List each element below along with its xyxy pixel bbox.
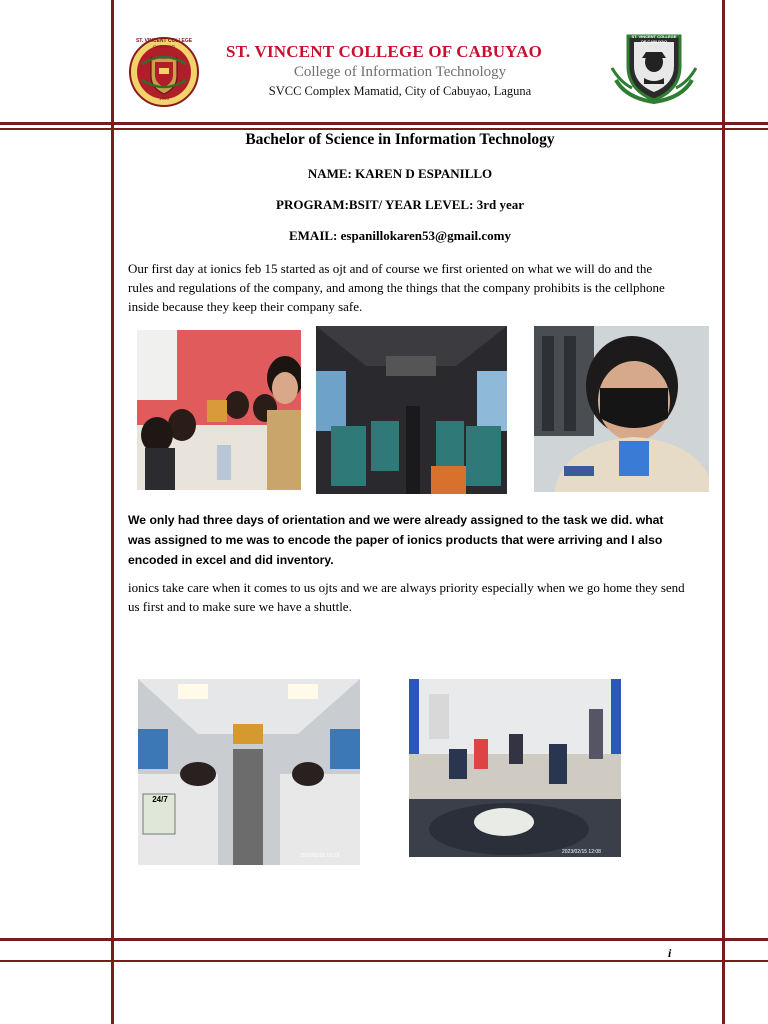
photo-bus-interior-1 <box>316 326 507 494</box>
right-logo-caption: ST. VINCENT COLLEGE OF CABUYAO <box>631 34 677 44</box>
paragraph-first-day: Our first day at ionics feb 15 started as ojt and of course we first oriented on what we will do and the rules and regulations of the company, and among the things that the company prohibits is the cellphone inside because they keep their company safe. <box>128 261 665 314</box>
footer-rule-top <box>0 938 768 941</box>
left-logo-year: 1990 <box>158 96 169 101</box>
program-line <box>0 197 768 213</box>
photo-group-stairs <box>409 679 621 857</box>
bus-sign-label: 24/7 <box>152 795 168 804</box>
frame-left-line <box>111 0 114 1024</box>
photo-selfie-mask <box>534 326 709 492</box>
page-number: i <box>668 946 672 960</box>
photo-bus-interior-2 <box>138 679 360 865</box>
email-label: EMAIL: <box>288 228 338 243</box>
paragraph-orientation: We only had three days of orientation and we were already assigned to the task we did. what was assigned to me was to encode the paper of ionics products that were arriving and I also encoded in excel and did inventory. <box>128 513 664 567</box>
frame-right-line <box>722 0 725 1024</box>
header-rule-top <box>0 122 768 125</box>
program-value: 3rd year <box>476 197 524 212</box>
left-logo-subcaption: CABUYAO <box>153 44 175 49</box>
college-address: SVCC Complex Mamatid, City of Cabuyao, Laguna <box>268 84 532 98</box>
paragraph-shuttle: ionics take care when it comes to us ojts and we are always priority especially when we go home they send us first and to make sure we have a shuttle. <box>128 580 685 614</box>
photo-timestamp-2: 2023/02/15 12:08 <box>562 849 601 855</box>
footer-rule-bottom <box>0 960 768 962</box>
name-value: KAREN D ESPANILLO <box>355 166 493 181</box>
left-logo-caption: ST. VINCENT COLLEGE <box>135 38 193 44</box>
header-rule-bottom <box>0 128 768 130</box>
email-line <box>0 228 768 244</box>
college-department: College of Information Technology <box>293 64 507 80</box>
photo-group-selfie <box>137 330 301 490</box>
program-label: PROGRAM:BSIT/ YEAR LEVEL: <box>276 197 474 212</box>
student-name-line <box>0 166 768 182</box>
college-name: ST. VINCENT COLLEGE OF CABUYAO <box>225 42 542 61</box>
photo-timestamp-1: 2023/02/10 18:23 <box>300 853 339 859</box>
program-title: Bachelor of Science in Information Technology <box>245 131 555 148</box>
email-value: espanillokaren53@gmail.comy <box>340 228 512 243</box>
name-label: NAME: <box>307 166 352 181</box>
